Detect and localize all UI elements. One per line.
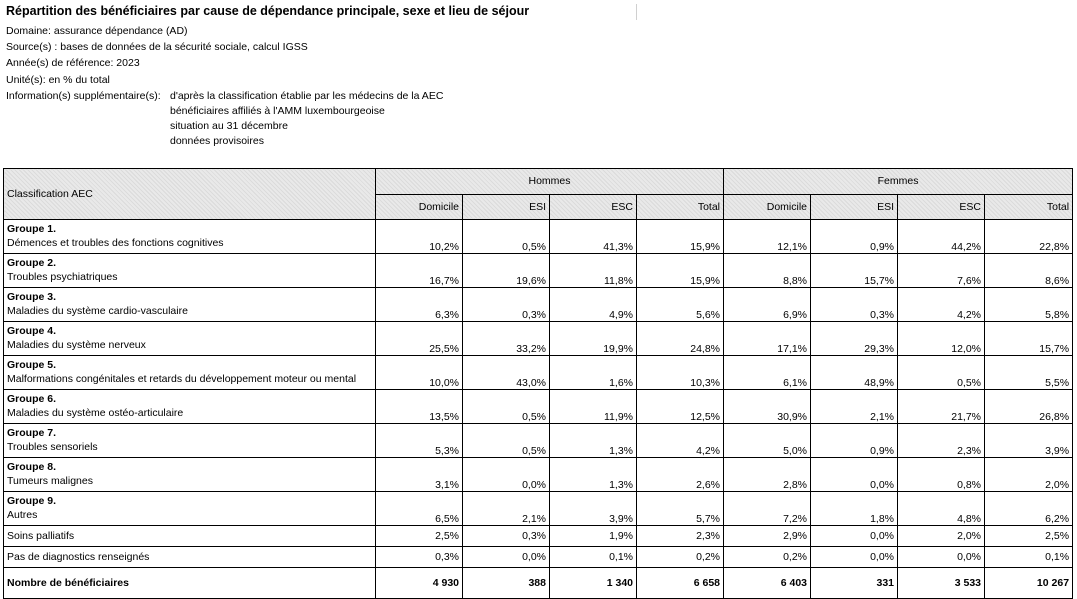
cell-value: 388 xyxy=(463,568,550,599)
cell-value: 1 340 xyxy=(550,568,637,599)
row-group-title: Groupe 6. xyxy=(7,393,57,405)
cell-value: 3,1% xyxy=(376,458,463,492)
cell-value: 30,9% xyxy=(724,390,811,424)
row-label: Soins palliatifs xyxy=(4,526,376,547)
cell-value: 2,3% xyxy=(637,526,724,547)
cell-value: 0,3% xyxy=(463,288,550,322)
cell-value: 10,2% xyxy=(376,220,463,254)
cell-value: 5,5% xyxy=(985,356,1073,390)
cell-value: 5,8% xyxy=(985,288,1073,322)
cell-value: 12,1% xyxy=(724,220,811,254)
cell-value: 4,8% xyxy=(898,492,985,526)
row-group-title: Groupe 9. xyxy=(7,495,57,507)
row-label xyxy=(4,356,376,390)
cell-value: 1,3% xyxy=(550,458,637,492)
table-row xyxy=(4,424,1073,458)
cell-value: 0,5% xyxy=(463,390,550,424)
cell-value: 5,7% xyxy=(637,492,724,526)
cell-value: 6,5% xyxy=(376,492,463,526)
cell-value: 1,3% xyxy=(550,424,637,458)
cell-value: 15,9% xyxy=(637,220,724,254)
header-hommes-total: Total xyxy=(637,194,724,220)
row-label xyxy=(4,458,376,492)
row-group-title: Groupe 4. xyxy=(7,325,57,337)
cell-value: 1,8% xyxy=(811,492,898,526)
cell-value: 25,5% xyxy=(376,322,463,356)
data-table xyxy=(3,168,1073,599)
cell-value: 4,9% xyxy=(550,288,637,322)
cell-value: 2,5% xyxy=(985,526,1073,547)
table-row xyxy=(4,547,1073,568)
cell-value: 0,5% xyxy=(463,424,550,458)
cell-value: 17,1% xyxy=(724,322,811,356)
cell-value: 2,8% xyxy=(724,458,811,492)
cell-value: 6 658 xyxy=(637,568,724,599)
cell-value: 3,9% xyxy=(550,492,637,526)
cell-value: 8,6% xyxy=(985,254,1073,288)
cell-value: 0,1% xyxy=(985,547,1073,568)
header-hommes-esc: ESC xyxy=(550,194,637,220)
header-femmes-domicile: Domicile xyxy=(724,194,811,220)
cell-value: 8,8% xyxy=(724,254,811,288)
cell-value: 3 533 xyxy=(898,568,985,599)
cell-value: 6,3% xyxy=(376,288,463,322)
row-description: Malformations congénitales et retards du développement moteur ou mental xyxy=(7,373,357,385)
row-label xyxy=(4,390,376,424)
cell-value: 10,0% xyxy=(376,356,463,390)
cell-value: 19,6% xyxy=(463,254,550,288)
cell-value: 6,1% xyxy=(724,356,811,390)
cell-value: 6,2% xyxy=(985,492,1073,526)
row-label xyxy=(4,424,376,458)
cell-value: 0,0% xyxy=(463,458,550,492)
meta-annee: Année(s) de référence: 2023 xyxy=(6,57,140,69)
cell-value: 24,8% xyxy=(637,322,724,356)
cell-value: 15,9% xyxy=(637,254,724,288)
table-row xyxy=(4,322,1073,356)
row-label xyxy=(4,220,376,254)
cell-value: 2,1% xyxy=(811,390,898,424)
cell-value: 5,6% xyxy=(637,288,724,322)
cell-value: 6,9% xyxy=(724,288,811,322)
table-row xyxy=(4,390,1073,424)
cell-value: 11,9% xyxy=(550,390,637,424)
cell-value: 0,3% xyxy=(811,288,898,322)
meta-domaine: Domaine: assurance dépendance (AD) xyxy=(6,25,188,37)
cell-value: 0,0% xyxy=(811,547,898,568)
cell-value: 15,7% xyxy=(985,322,1073,356)
header-group-femmes: Femmes xyxy=(724,169,1073,195)
header-femmes-esi: ESI xyxy=(811,194,898,220)
cell-value: 6 403 xyxy=(724,568,811,599)
row-description: Démences et troubles des fonctions cognitives xyxy=(7,237,224,249)
cell-value: 0,5% xyxy=(463,220,550,254)
cell-value: 33,2% xyxy=(463,322,550,356)
cell-value: 26,8% xyxy=(985,390,1073,424)
cell-value: 10,3% xyxy=(637,356,724,390)
row-description: Autres xyxy=(7,509,38,521)
row-group-title: Groupe 8. xyxy=(7,461,57,473)
cell-value: 0,2% xyxy=(637,547,724,568)
cell-value: 2,9% xyxy=(724,526,811,547)
cell-value: 2,0% xyxy=(898,526,985,547)
meta-info-line: d'après la classification établie par les médecins de la AEC xyxy=(170,90,444,102)
cell-value: 0,9% xyxy=(811,424,898,458)
row-description: Maladies du système cardio-vasculaire xyxy=(7,305,188,317)
cell-value: 10 267 xyxy=(985,568,1073,599)
cell-value: 11,8% xyxy=(550,254,637,288)
cell-value: 2,5% xyxy=(376,526,463,547)
cell-value: 12,5% xyxy=(637,390,724,424)
row-description: Maladies du système ostéo-articulaire xyxy=(7,407,184,419)
page-title: Répartition des bénéficiaires par cause de dépendance principale, sexe et lieu de séjour xyxy=(6,4,530,18)
cell-value: 0,8% xyxy=(898,458,985,492)
meta-info-line: situation au 31 décembre xyxy=(170,120,288,132)
cell-value: 13,5% xyxy=(376,390,463,424)
cell-value: 29,3% xyxy=(811,322,898,356)
meta-info-line: bénéficiaires affiliés à l'AMM luxembourgeoise xyxy=(170,105,385,117)
cell-value: 16,7% xyxy=(376,254,463,288)
cell-value: 5,0% xyxy=(724,424,811,458)
cell-value: 7,2% xyxy=(724,492,811,526)
cell-value: 0,3% xyxy=(376,547,463,568)
header-femmes-esc: ESC xyxy=(898,194,985,220)
table-row xyxy=(4,568,1073,599)
row-group-title: Groupe 7. xyxy=(7,427,57,439)
cell-value: 0,2% xyxy=(724,547,811,568)
table-row xyxy=(4,220,1073,254)
header-hommes-domicile: Domicile xyxy=(376,194,463,220)
cell-value: 0,5% xyxy=(898,356,985,390)
cell-value: 2,0% xyxy=(985,458,1073,492)
cell-value: 0,0% xyxy=(811,458,898,492)
cell-value: 5,3% xyxy=(376,424,463,458)
row-description: Troubles sensoriels xyxy=(7,441,98,453)
header-classification: Classification AEC xyxy=(4,169,376,220)
cell-value: 22,8% xyxy=(985,220,1073,254)
table-row xyxy=(4,254,1073,288)
meta-sources: Source(s) : bases de données de la sécurité sociale, calcul IGSS xyxy=(6,41,308,53)
header-hommes-esi: ESI xyxy=(463,194,550,220)
row-group-title: Groupe 3. xyxy=(7,291,57,303)
table-row xyxy=(4,356,1073,390)
meta-unite: Unité(s): en % du total xyxy=(6,74,110,86)
row-description: Troubles psychiatriques xyxy=(7,271,118,283)
cell-value: 19,9% xyxy=(550,322,637,356)
cell-value: 12,0% xyxy=(898,322,985,356)
cell-value: 2,6% xyxy=(637,458,724,492)
table-row xyxy=(4,288,1073,322)
cell-value: 0,0% xyxy=(463,547,550,568)
cell-value: 331 xyxy=(811,568,898,599)
cell-value: 0,0% xyxy=(898,547,985,568)
row-label xyxy=(4,322,376,356)
row-label xyxy=(4,254,376,288)
row-label xyxy=(4,288,376,322)
row-description: Maladies du système nerveux xyxy=(7,339,146,351)
header-femmes-total: Total xyxy=(985,194,1073,220)
cell-value: 1,6% xyxy=(550,356,637,390)
title-divider xyxy=(636,4,637,20)
row-group-title: Groupe 5. xyxy=(7,359,57,371)
cell-value: 0,3% xyxy=(463,526,550,547)
row-label: Pas de diagnostics renseignés xyxy=(4,547,376,568)
row-label: Nombre de bénéficiaires xyxy=(4,568,376,599)
cell-value: 44,2% xyxy=(898,220,985,254)
meta-info-line: données provisoires xyxy=(170,135,264,147)
cell-value: 3,9% xyxy=(985,424,1073,458)
cell-value: 15,7% xyxy=(811,254,898,288)
row-group-title: Groupe 1. xyxy=(7,223,57,235)
cell-value: 1,9% xyxy=(550,526,637,547)
cell-value: 41,3% xyxy=(550,220,637,254)
header-group-hommes: Hommes xyxy=(376,169,724,195)
cell-value: 0,0% xyxy=(811,526,898,547)
cell-value: 0,9% xyxy=(811,220,898,254)
table-row xyxy=(4,526,1073,547)
cell-value: 4,2% xyxy=(898,288,985,322)
cell-value: 2,1% xyxy=(463,492,550,526)
cell-value: 7,6% xyxy=(898,254,985,288)
cell-value: 43,0% xyxy=(463,356,550,390)
row-description: Tumeurs malignes xyxy=(7,475,93,487)
cell-value: 4 930 xyxy=(376,568,463,599)
row-group-title: Groupe 2. xyxy=(7,257,57,269)
table-row xyxy=(4,458,1073,492)
cell-value: 21,7% xyxy=(898,390,985,424)
cell-value: 2,3% xyxy=(898,424,985,458)
cell-value: 4,2% xyxy=(637,424,724,458)
meta-info-label: Information(s) supplémentaire(s): xyxy=(6,90,161,102)
cell-value: 48,9% xyxy=(811,356,898,390)
row-label xyxy=(4,492,376,526)
table-row xyxy=(4,492,1073,526)
cell-value: 0,1% xyxy=(550,547,637,568)
